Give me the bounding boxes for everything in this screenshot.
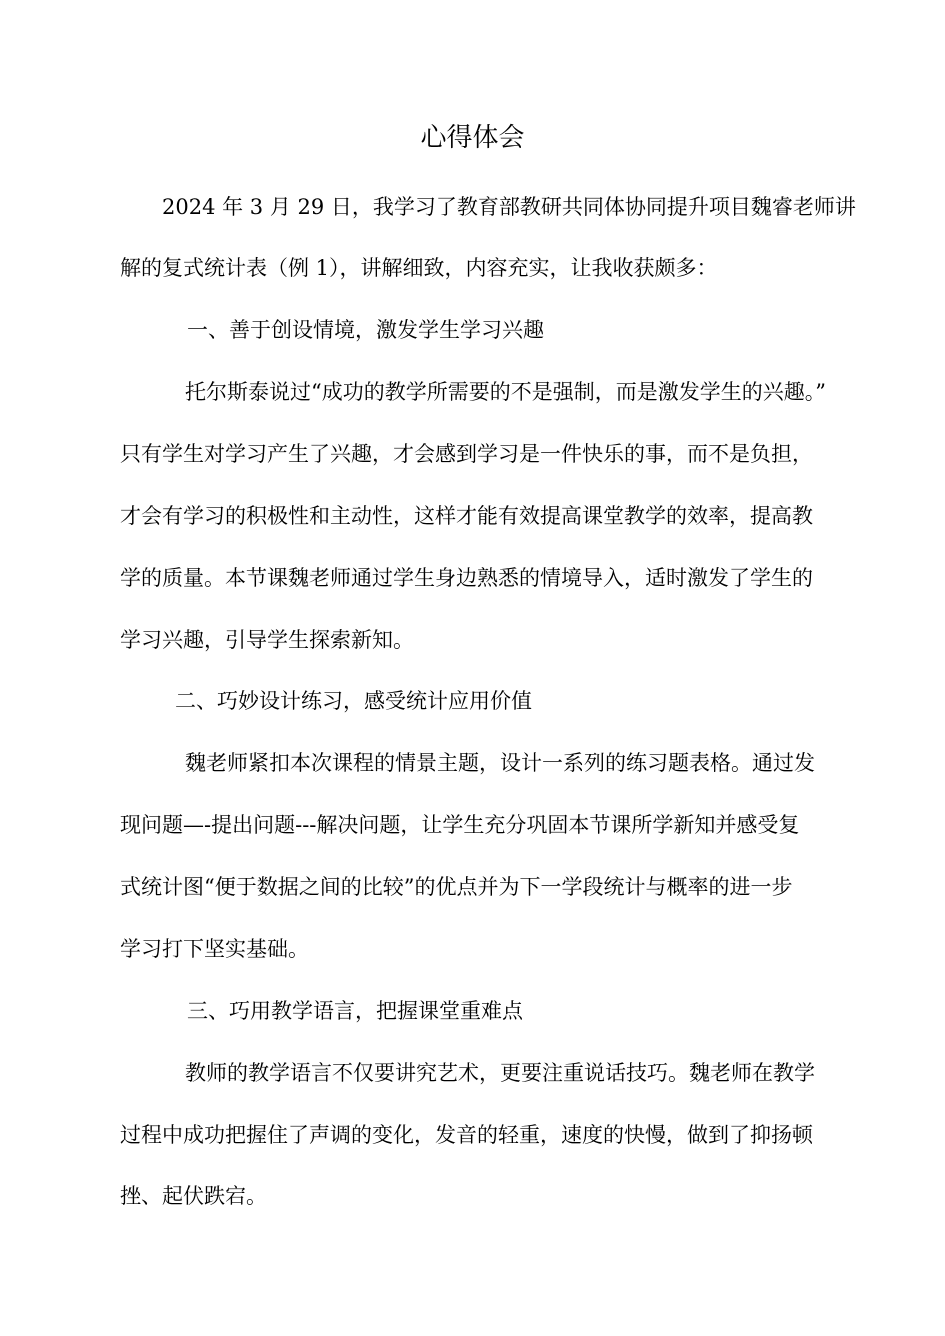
paragraph-line: 式统计图“便于数据之间的比较”的优点并为下一学段统计与概率的进一步	[120, 875, 793, 899]
paragraph-line: 学的质量。本节课魏老师通过学生身边熟悉的情境导入，适时激发了学生的	[120, 566, 813, 590]
section-heading: 二、巧妙设计练习，感受统计应用价值	[175, 689, 532, 713]
paragraph-line: 学习兴趣，引导学生探索新知。	[120, 628, 414, 652]
document-title: 心得体会	[420, 123, 525, 153]
paragraph-line: 现问题—-提出问题---解决问题，让学生充分巩固本节课所学新知并感受复	[120, 813, 800, 837]
paragraph-line: 教师的教学语言不仅要讲究艺术，更要注重说话技巧。魏老师在教学	[185, 1061, 815, 1085]
paragraph-line: 过程中成功把握住了声调的变化，发音的轻重，速度的快慢，做到了抑扬顿	[120, 1123, 813, 1147]
paragraph-line: 只有学生对学习产生了兴趣，才会感到学习是一件快乐的事，而不是负担，	[120, 442, 813, 466]
section-heading: 一、善于创设情境，激发学生学习兴趣	[187, 318, 544, 342]
paragraph-line: 解的复式统计表（例 1），讲解细致，内容充实，让我收获颇多：	[120, 256, 718, 280]
paragraph-line: 学习打下坚实基础。	[120, 937, 309, 961]
section-heading: 三、巧用教学语言，把握课堂重难点	[187, 999, 523, 1023]
paragraph-line: 才会有学习的积极性和主动性，这样才能有效提高课堂教学的效率，提高教	[120, 504, 813, 528]
paragraph-line: 托尔斯泰说过“成功的教学所需要的不是强制，而是激发学生的兴趣。”	[185, 380, 826, 404]
paragraph-line: 魏老师紧扣本次课程的情景主题，设计一系列的练习题表格。通过发	[185, 751, 815, 775]
paragraph-line: 挫、起伏跌宕。	[120, 1184, 267, 1208]
paragraph-line: 2024 年 3 月 29 日，我学习了教育部教研共同体协同提升项目魏睿老师讲	[162, 195, 856, 219]
